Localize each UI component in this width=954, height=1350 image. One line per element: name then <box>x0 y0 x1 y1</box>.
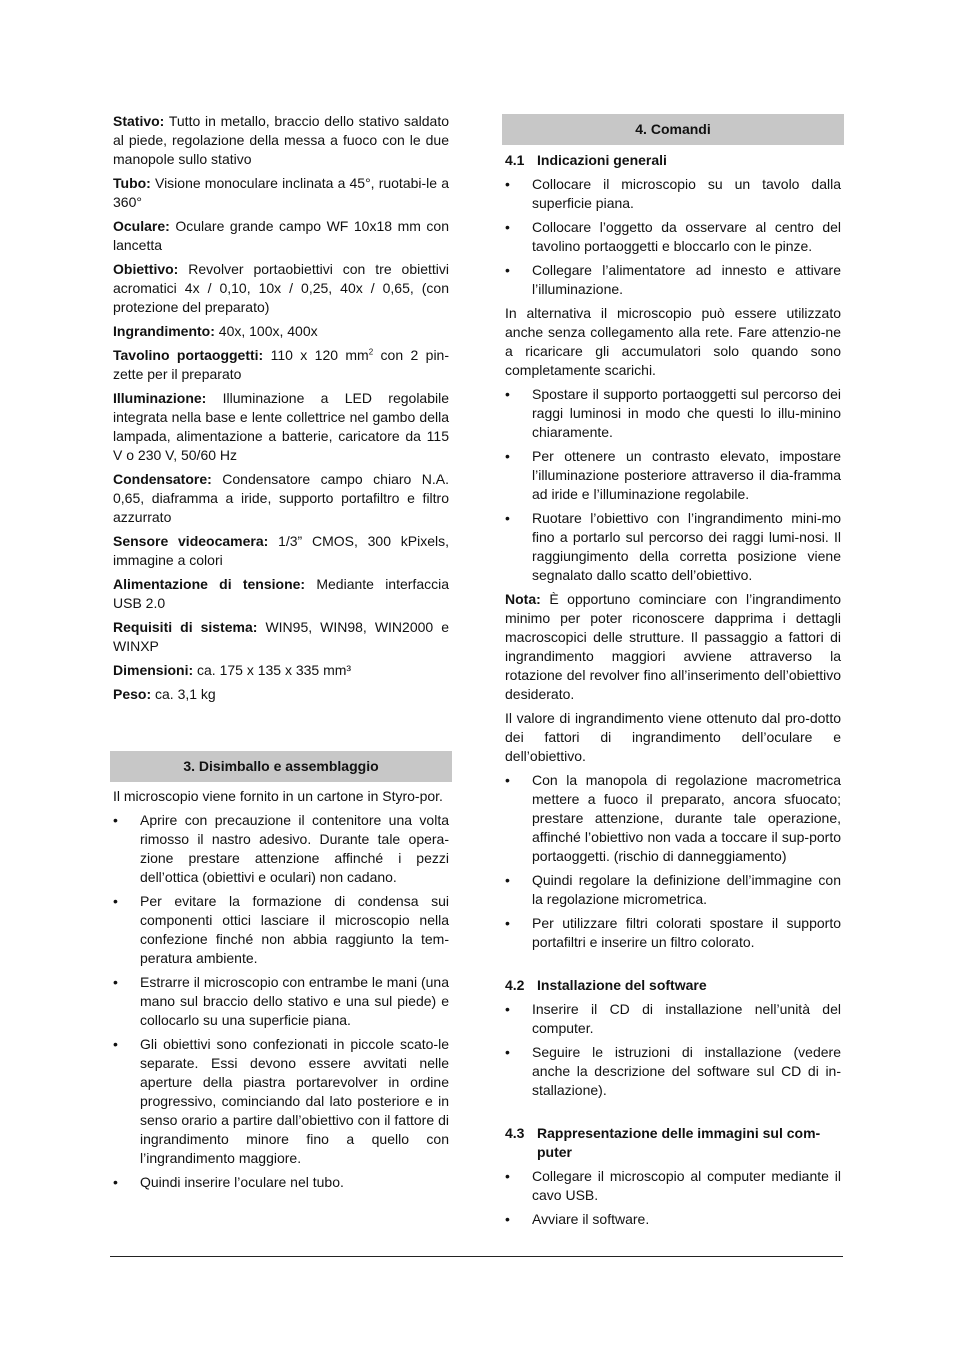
section-3-intro: Il microscopio viene fornito in un cartone in Styro-por. <box>113 788 443 804</box>
section-3-body <box>113 787 449 1197</box>
list-item: • Collegare l’alimentatore ad innesto e attivare l’illuminazione. <box>505 261 841 299</box>
left-column <box>113 112 449 709</box>
spec-tavolino: Tavolino portaoggetti: 110 x 120 $mm^2$ con 2 pin-zette per il preparato <box>113 347 449 382</box>
list-item: • Inserire il CD di installazione nell’unità del computer. <box>505 1000 841 1038</box>
subsection-4-2-list <box>505 1000 841 1100</box>
subsection-4-1-heading: 4.1 Indicazioni generali <box>505 152 667 168</box>
list-item: • Gli obiettivi sono confezionati in piccole scato-le separate. Essi devono essere avvitati nelle aperture della piastra portarevolver in ordine progressivo, cominciando dal lato posteriore e in senso orario a partire dall’obiettivo con il fattore di ingrandimento minore fino a quello con l’ingrandimento maggiore. <box>113 1035 449 1168</box>
list-item: • Avviare il software. <box>505 1210 841 1229</box>
list-item: • Ruotare l’obiettivo con l’ingrandimento mini-mo fino a portarlo sul percorso dei raggi lumi-nosi. Il raggiungimento della corretta posizione viene segnalato dallo scatto dell’obiettivo. <box>505 509 841 585</box>
spec-ingrandimento: Ingrandimento: 40x, 100x, 400x <box>113 323 318 339</box>
list-item: • Estrarre il microscopio con entrambe le mani (una mano sul braccio dello stativo e una sul piede) e collocarlo su una superficie piana. <box>113 973 449 1030</box>
list-item: • Con la manopola di regolazione macrometrica mettere a fuoco il preparato, ancora sfuocato; prestare attenzione, durante tale operazione, affinché l’obiettivo non vada a toccare il sup-porto portaoggetti. (rischio di danneggiamento) <box>505 771 841 866</box>
spec-alimentazione: Alimentazione di tensione: Mediante interfaccia USB 2.0 <box>113 576 449 611</box>
right-column <box>505 114 841 1234</box>
paragraph: Il valore di ingrandimento viene ottenuto dal pro-dotto dei fattori di ingrandimento dell’oculare e dell’obiettivo. <box>505 710 841 764</box>
spacer <box>505 1105 841 1124</box>
list-item: • Collocare il microscopio su un tavolo dalla superficie piana. <box>505 175 841 213</box>
spec-obiettivo: Obiettivo: Revolver portaobiettivi con tre obiettivi acromatici 4x / 0,10, 10x / 0,25, 40x / 0,65, (con protezione del preparato) <box>113 261 450 315</box>
list-item: • Spostare il supporto portaoggetti sul percorso dei raggi luminosi in modo che questi lo illu-minino chiaramente. <box>505 385 841 442</box>
spec-peso: Peso: ca. 3,1 kg <box>113 686 216 702</box>
subsection-4-1-list-b <box>505 385 841 585</box>
list-item: • Per utilizzare filtri colorati spostare il supporto portafiltri e inserire un filtro colorato. <box>505 914 841 952</box>
subsection-4-3-heading: 4.3 Rappresentazione delle immagini sul com-puter <box>505 1125 821 1160</box>
spacer <box>505 957 841 976</box>
list-item: • Per evitare la formazione di condensa sui componenti ottici lasciare il microscopio nella confezione finché non abbia raggiunto la tem-peratura ambiente. <box>113 892 449 968</box>
list-item: • Per ottenere un contrasto elevato, impostare l’illuminazione posteriore attraverso il dia-framma ad iride e l’illuminazione regolabile. <box>505 447 841 504</box>
section-3-header: 3. Disimballo e assemblaggio <box>110 751 452 782</box>
spec-illuminazione: Illuminazione: Illuminazione a LED regolabile integrata nella base e lente collettrice nel gambo della lampada, alimentazione a batterie, caricatore da 115 V o 230 V, 50/60 Hz <box>113 390 450 463</box>
subsection-4-2-heading: 4.2 Installazione del software <box>505 977 707 993</box>
subsection-4-1-list-a <box>505 175 841 299</box>
note-paragraph: Nota: È opportuno cominciare con l’ingrandimento minimo per poter riconoscere dapprima i dettagli macroscopici delle strutture. Il passaggio a fattori di ingrandimento maggiori avviene attraverso la rotazione del revolver fino all’inserimento dell’obiettivo desiderato. <box>505 591 841 702</box>
spec-sensore: Sensore videocamera: 1/3” CMOS, 300 kPixels, immagine a colori <box>113 533 450 568</box>
spec-tubo: Tubo: Visione monoculare inclinata a 45°, ruotabi-le a 360° <box>113 175 449 210</box>
spec-dimensioni: Dimensioni: ca. 175 x 135 x 335 mm³ <box>113 662 352 678</box>
spec-stativo: Stativo: Tutto in metallo, braccio dello stativo saldato al piede, regolazione della messa a fuoco con le due manopole sullo stativo <box>113 113 449 167</box>
list-item: • Collocare l’oggetto da osservare al centro del tavolino portaoggetti e bloccarlo con le pinze. <box>505 218 841 256</box>
section-4-header: 4. Comandi <box>502 114 844 145</box>
list-item: • Quindi inserire l’oculare nel tubo. <box>113 1173 449 1192</box>
subsection-4-3-list <box>505 1167 841 1229</box>
subsection-4-1-list-c <box>505 771 841 952</box>
spec-requisiti: Requisiti di sistema: WIN95, WIN98, WIN2000 e WINXP <box>113 619 449 654</box>
list-item: • Aprire con precauzione il contenitore una volta rimosso il nastro adesivo. Durante tale opera-zione prestare attenzione affinché i pezzi dell’ottica (obiettivi e oculari) non cadano. <box>113 811 449 887</box>
list-item: • Quindi regolare la definizione dell’immagine con la regolazione micrometrica. <box>505 871 841 909</box>
footer-divider <box>110 1256 843 1257</box>
spec-oculare: Oculare: Oculare grande campo WF 10x18 mm con lancetta <box>113 218 450 253</box>
paragraph: In alternativa il microscopio può essere utilizzato anche senza collegamento alla rete. Fare attenzio-ne a ricaricare gli accumulatori solo quando sono completamente scarichi. <box>505 305 841 378</box>
list-item: • Seguire le istruzioni di installazione (vedere anche la descrizione del software sul CD di in-stallazione). <box>505 1043 841 1100</box>
list-item: • Collegare il microscopio al computer mediante il cavo USB. <box>505 1167 841 1205</box>
section-3-list <box>113 811 449 1192</box>
spec-condensatore: Condensatore: Condensatore campo chiaro N.A. 0,65, diaframma a iride, supporto portafiltro e filtro azzurrato <box>113 471 449 525</box>
